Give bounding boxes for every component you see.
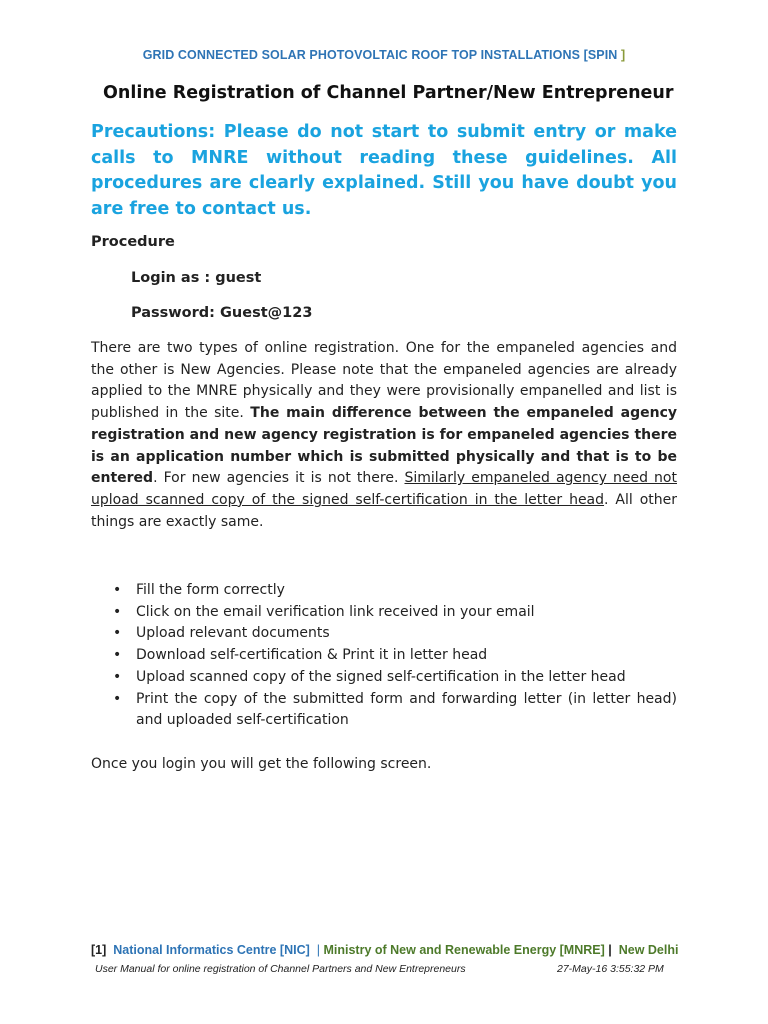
page-footer — [91, 943, 691, 957]
registration-types-paragraph — [91, 338, 677, 533]
step-text: Click on the email verification link received in your email — [136, 603, 535, 620]
list-item — [91, 602, 677, 624]
bullet-icon: • — [113, 668, 122, 685]
bullet-icon: • — [113, 647, 122, 664]
step-text: Upload relevant documents — [136, 625, 330, 642]
bullet-icon: • — [113, 603, 122, 620]
paragraph-closing: . All other things are exactly same. — [91, 491, 677, 530]
paragraph-intro: There are two types of online registration. One for the empaneled agencies and the other is New Agencies. Please note that the empaneled agencies are already applied to the MNRE physically and they were provisionally empanelled and list is published in the site. — [91, 340, 677, 422]
footer-subline — [95, 963, 675, 975]
footer-timestamp: 27-May-16 3:55:32 PM — [557, 963, 664, 975]
footer-separator-2: | — [608, 943, 612, 957]
step-text: Upload scanned copy of the signed self-certification in the letter head — [136, 668, 626, 685]
list-item — [91, 623, 677, 645]
paragraph-self-cert-note: Similarly empaneled agency need not upload scanned copy of the signed self-certification in the letter head — [91, 470, 677, 508]
steps-list — [91, 580, 677, 732]
header-bracket-end: ] — [621, 48, 626, 62]
page-header — [0, 48, 768, 62]
list-item — [91, 645, 677, 667]
bullet-icon: • — [113, 582, 122, 598]
footer-separator: | — [316, 943, 320, 957]
page-number: [1] — [91, 943, 107, 957]
footer-nic: National Informatics Centre [NIC] — [113, 943, 310, 957]
document-title: Online Registration of Channel Partner/New Entrepreneur — [103, 83, 674, 103]
list-item — [91, 689, 677, 732]
footer-manual-title: User Manual for online registration of Channel Partners and New Entrepreneurs — [95, 963, 466, 975]
guest-password-line: Password: Guest@123 — [131, 305, 313, 321]
login-screen-note: Once you login you will get the following screen. — [91, 756, 432, 772]
bullet-icon: • — [113, 625, 122, 642]
list-item — [91, 580, 677, 602]
step-text: Fill the form correctly — [136, 582, 285, 598]
paragraph-key-difference: The main difference between the empaneled agency registration and new agency registration is for empaneled agencies there is an application number which is submitted physically and that is to be entered — [91, 405, 677, 487]
footer-mnre: Ministry of New and Renewable Energy [MNRE] — [323, 943, 605, 957]
footer-city: New Delhi — [618, 943, 679, 957]
step-text: Download self-certification & Print it in letter head — [136, 647, 488, 664]
bullet-icon: • — [113, 690, 122, 707]
precautions-notice: Precautions: Please do not start to submit entry or make calls to MNRE without reading these guidelines. All procedures are clearly explained. Still you have doubt you are free to contact us. — [91, 122, 677, 219]
procedure-heading: Procedure — [91, 234, 175, 250]
guest-login-line: Login as : guest — [131, 270, 262, 286]
paragraph-new-agencies: . For new agencies it is not there. — [153, 470, 405, 487]
step-text: Print the copy of the submitted form and forwarding letter (in letter head) and uploaded self-certification — [136, 690, 677, 729]
list-item — [91, 667, 677, 689]
header-title-text: GRID CONNECTED SOLAR PHOTOVOLTAIC ROOF TOP INSTALLATIONS [SPIN — [142, 48, 622, 62]
